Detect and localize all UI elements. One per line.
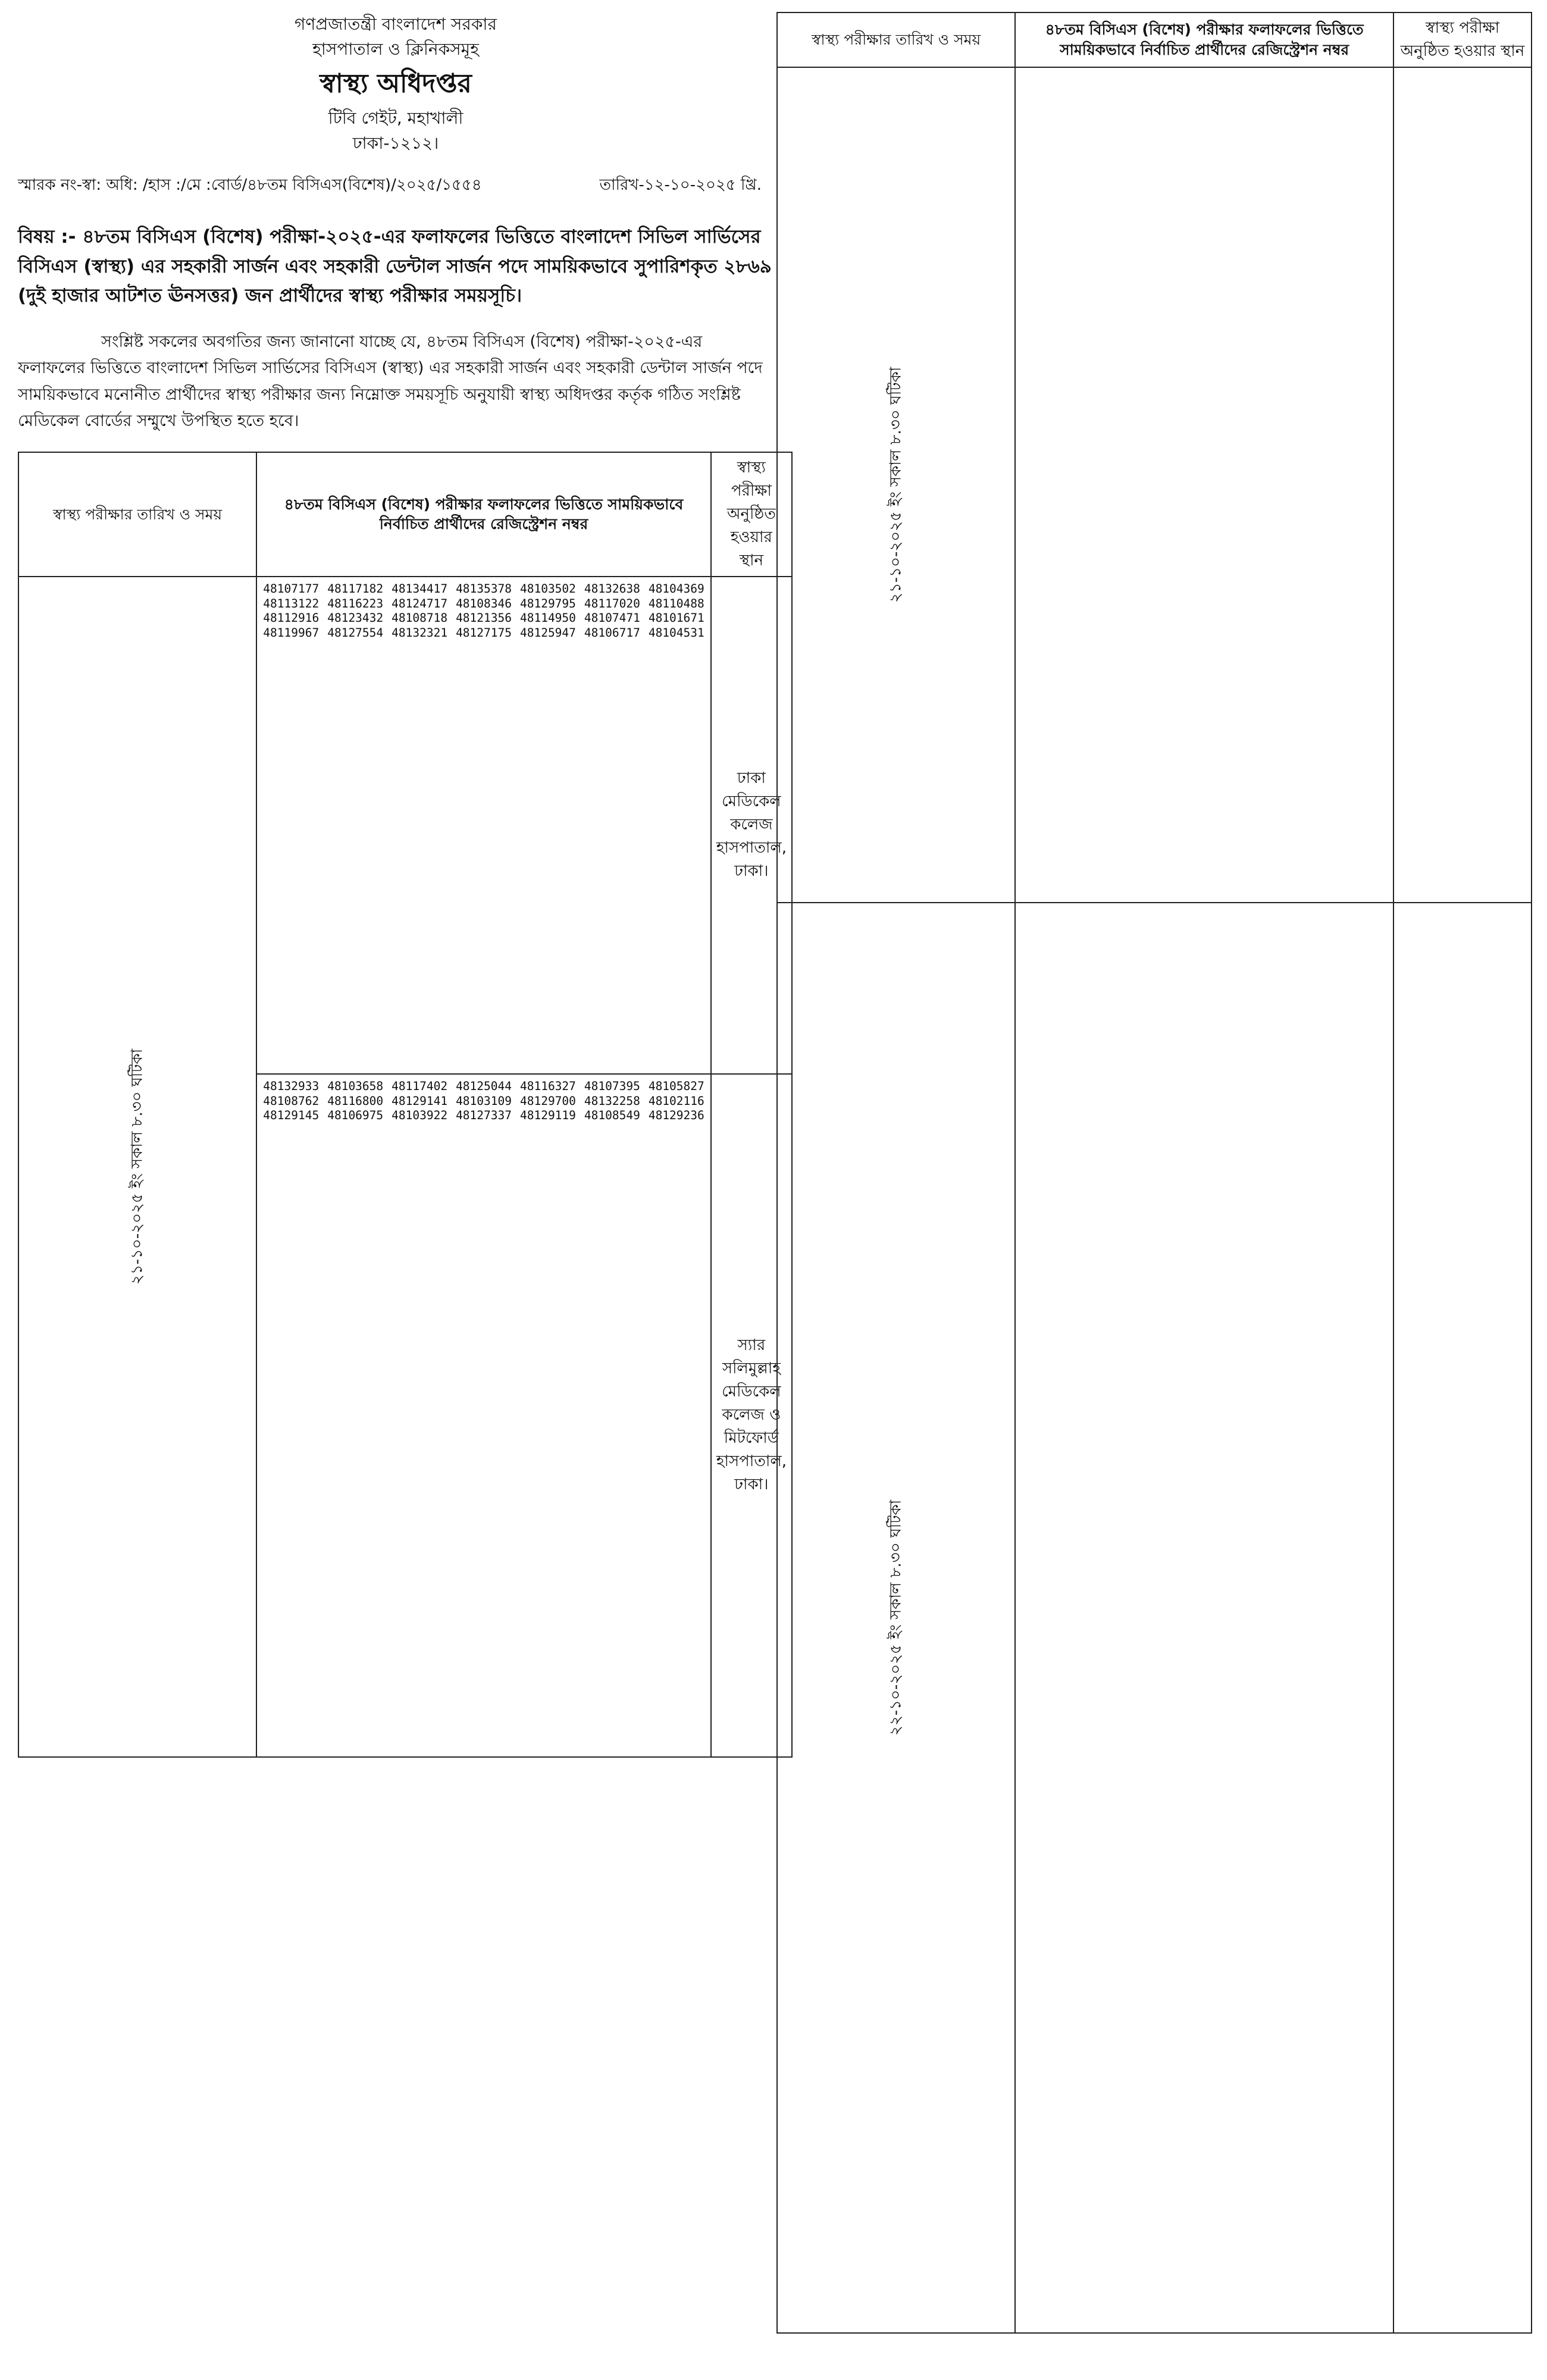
header-date: স্বাস্থ্য পরীক্ষার তারিখ ও সময় — [18, 452, 256, 577]
reg-cell — [1015, 903, 1393, 2333]
header-place: স্বাস্থ্য পরীক্ষা অনুষ্ঠিত হওয়ার স্থান — [711, 452, 792, 577]
reg-number: 48110488 — [648, 596, 704, 610]
reg-number: 48116223 — [327, 596, 384, 610]
reg-number: 48105827 — [648, 1079, 704, 1093]
reg-number: 48121356 — [456, 611, 512, 625]
letterhead — [18, 12, 774, 156]
header-reg: ৪৮তম বিসিএস (বিশেষ) পরীক্ষার ফলাফলের ভিত্তিতে সাময়িকভাবে নির্বাচিত প্রার্থীদের রেজিস্ট্রেশন নম্বর — [256, 452, 710, 577]
reg-number: 48108549 — [584, 1108, 640, 1123]
reg-number: 48117182 — [327, 581, 384, 596]
reg-number: 48106975 — [327, 1108, 384, 1123]
reg-number: 48104531 — [648, 625, 704, 640]
reg-number: 48119967 — [263, 625, 320, 640]
reg-number: 48134417 — [392, 581, 448, 596]
reg-number: 48102116 — [648, 1094, 704, 1108]
exam-date: ২১-১০-২০২৫ ইং সকাল ৮.৩০ ঘটিকা — [128, 1048, 146, 1285]
reg-number: 48116800 — [327, 1094, 384, 1108]
office-address: টিবি গেইট, মহাখালী — [328, 108, 464, 128]
reg-number: 48101671 — [648, 611, 704, 625]
header-reg: ৪৮তম বিসিএস (বিশেষ) পরীক্ষার ফলাফলের ভিত্তিতে সাময়িকভাবে নির্বাচিত প্রার্থীদের রেজিস্ট্রেশন নম্বর — [1015, 12, 1393, 67]
exam-date: ২২-১০-২০২৫ ইং সকাল ৮.৩০ ঘটিকা — [887, 1499, 905, 1736]
reg-number: 48123432 — [327, 611, 384, 625]
notice-paragraph: সংশ্লিষ্ট সকলের অবগতির জন্য জানানো যাচ্ছে যে, ৪৮তম বিসিএস (বিশেষ) পরীক্ষা-২০২৫-এর ফলাফলের ভিত্তিতে বাংলাদেশ সিভিল সার্ভিসের বিসিএস (স্বাস্থ্য) এর সহকারী সার্জন এবং সহকারী ডেন্টাল সার্জন পদে সাময়িকভাবে মনোনীত প্রার্থীদের স্বাস্থ্য পরীক্ষার জন্য নিম্নোক্ত সময়সূচি অনুযায়ী স্বাস্থ্য অধিদপ্তর কর্তৃক গঠিত সংশ্লিষ্ট মেডিকেল বোর্ডের সম্মুখে উপস্থিত হতে হবে। — [18, 332, 763, 431]
reg-number: 48103109 — [456, 1094, 512, 1108]
reg-number: 48113122 — [263, 596, 320, 610]
reg-number: 48135378 — [456, 581, 512, 596]
reg-number: 48103658 — [327, 1079, 384, 1093]
reg-list-1 — [263, 1079, 704, 1123]
reg-number: 48124717 — [392, 596, 448, 610]
schedule-table-left — [18, 452, 793, 1758]
reg-number: 48125044 — [456, 1079, 512, 1093]
reg-number: 48125947 — [519, 625, 576, 640]
left-column — [18, 12, 787, 1758]
government-name: গণপ্রজাতন্ত্রী বাংলাদেশ সরকার — [295, 14, 497, 34]
table-row — [18, 577, 792, 1074]
reg-number: 48132321 — [392, 625, 448, 640]
reg-cell — [1015, 67, 1393, 903]
reg-number: 48103922 — [392, 1108, 448, 1123]
reg-number: 48132258 — [584, 1094, 640, 1108]
place-cell — [1393, 67, 1532, 903]
reg-number: 48117020 — [584, 596, 640, 610]
table-row — [777, 67, 1532, 903]
memo-date: তারিখ-১২-১০-২০২৫ খ্রি. — [599, 176, 762, 194]
reg-cell — [256, 577, 710, 1074]
reg-number: 48107177 — [263, 581, 320, 596]
reg-number: 48129141 — [392, 1094, 448, 1108]
place-cell: ঢাকা মেডিকেল কলেজ হাসপাতাল, ঢাকা। — [711, 577, 792, 1074]
date-cell — [777, 67, 1015, 903]
office-title: স্বাস্থ্য অধিদপ্তর — [320, 68, 472, 99]
memo-number: স্মারক নং-স্বা: অধি: /হাস :/মে :বোর্ড/৪৮তম বিসিএস(বিশেষ)/২০২৫/১৫৫৪ — [18, 176, 482, 194]
reg-number: 48132933 — [263, 1079, 320, 1093]
reg-list-0 — [263, 582, 704, 641]
reg-number: 48108346 — [456, 596, 512, 610]
reg-number: 48107471 — [584, 611, 640, 625]
reg-number: 48103502 — [519, 581, 576, 596]
reg-number: 48104369 — [648, 581, 704, 596]
memo-line — [18, 173, 774, 199]
date-cell — [18, 577, 256, 1757]
reg-number: 48127175 — [456, 625, 512, 640]
reg-number: 48107395 — [584, 1079, 640, 1093]
reg-number: 48129145 — [263, 1108, 320, 1123]
place-cell — [1393, 903, 1532, 2333]
place-cell: স্যার সলিমুল্লাহ মেডিকেল কলেজ ও মিটফোর্ড হাসপাতাল, ঢাকা। — [711, 1074, 792, 1757]
department-name: হাসপাতাল ও ক্লিনিকসমূহ — [312, 39, 479, 59]
reg-number: 48108762 — [263, 1094, 320, 1108]
date-cell — [777, 903, 1015, 2333]
reg-number: 48127337 — [456, 1108, 512, 1123]
table-row — [777, 903, 1532, 2333]
reg-number: 48114950 — [519, 611, 576, 625]
reg-number: 48112916 — [263, 611, 320, 625]
reg-number: 48129236 — [648, 1108, 704, 1123]
office-city: ঢাকা-১২১২। — [352, 133, 439, 153]
reg-number: 48117402 — [392, 1079, 448, 1093]
header-place: স্বাস্থ্য পরীক্ষা অনুষ্ঠিত হওয়ার স্থান — [1393, 12, 1532, 67]
reg-number: 48106717 — [584, 625, 640, 640]
reg-number: 48129795 — [519, 596, 576, 610]
exam-date: ২১-১০-২০২৫ ইং সকাল ৮.৩০ ঘটিকা — [887, 367, 905, 603]
reg-number: 48108718 — [392, 611, 448, 625]
reg-number: 48132638 — [584, 581, 640, 596]
subject-line: বিষয় :- ৪৮তম বিসিএস (বিশেষ) পরীক্ষা-২০২৫-এর ফলাফলের ভিত্তিতে বাংলাদেশ সিভিল সার্ভিসের বিসিএস (স্বাস্থ্য) এর সহকারী সার্জন এবং সহকারী ডেন্টাল সার্জন পদে সাময়িকভাবে সুপারিশকৃত ২৮৬৯ (দুই হাজার আটশত ঊনসত্তর) জন প্রার্থীদের স্বাস্থ্য পরীক্ষার সময়সূচি। — [18, 226, 772, 307]
reg-number: 48129700 — [519, 1094, 576, 1108]
reg-number: 48127554 — [327, 625, 384, 640]
schedule-table-right — [776, 12, 1532, 2334]
reg-number: 48129119 — [519, 1108, 576, 1123]
reg-cell — [256, 1074, 710, 1757]
reg-number: 48116327 — [519, 1079, 576, 1093]
header-date: স্বাস্থ্য পরীক্ষার তারিখ ও সময় — [777, 12, 1015, 67]
right-column — [776, 12, 1532, 2334]
